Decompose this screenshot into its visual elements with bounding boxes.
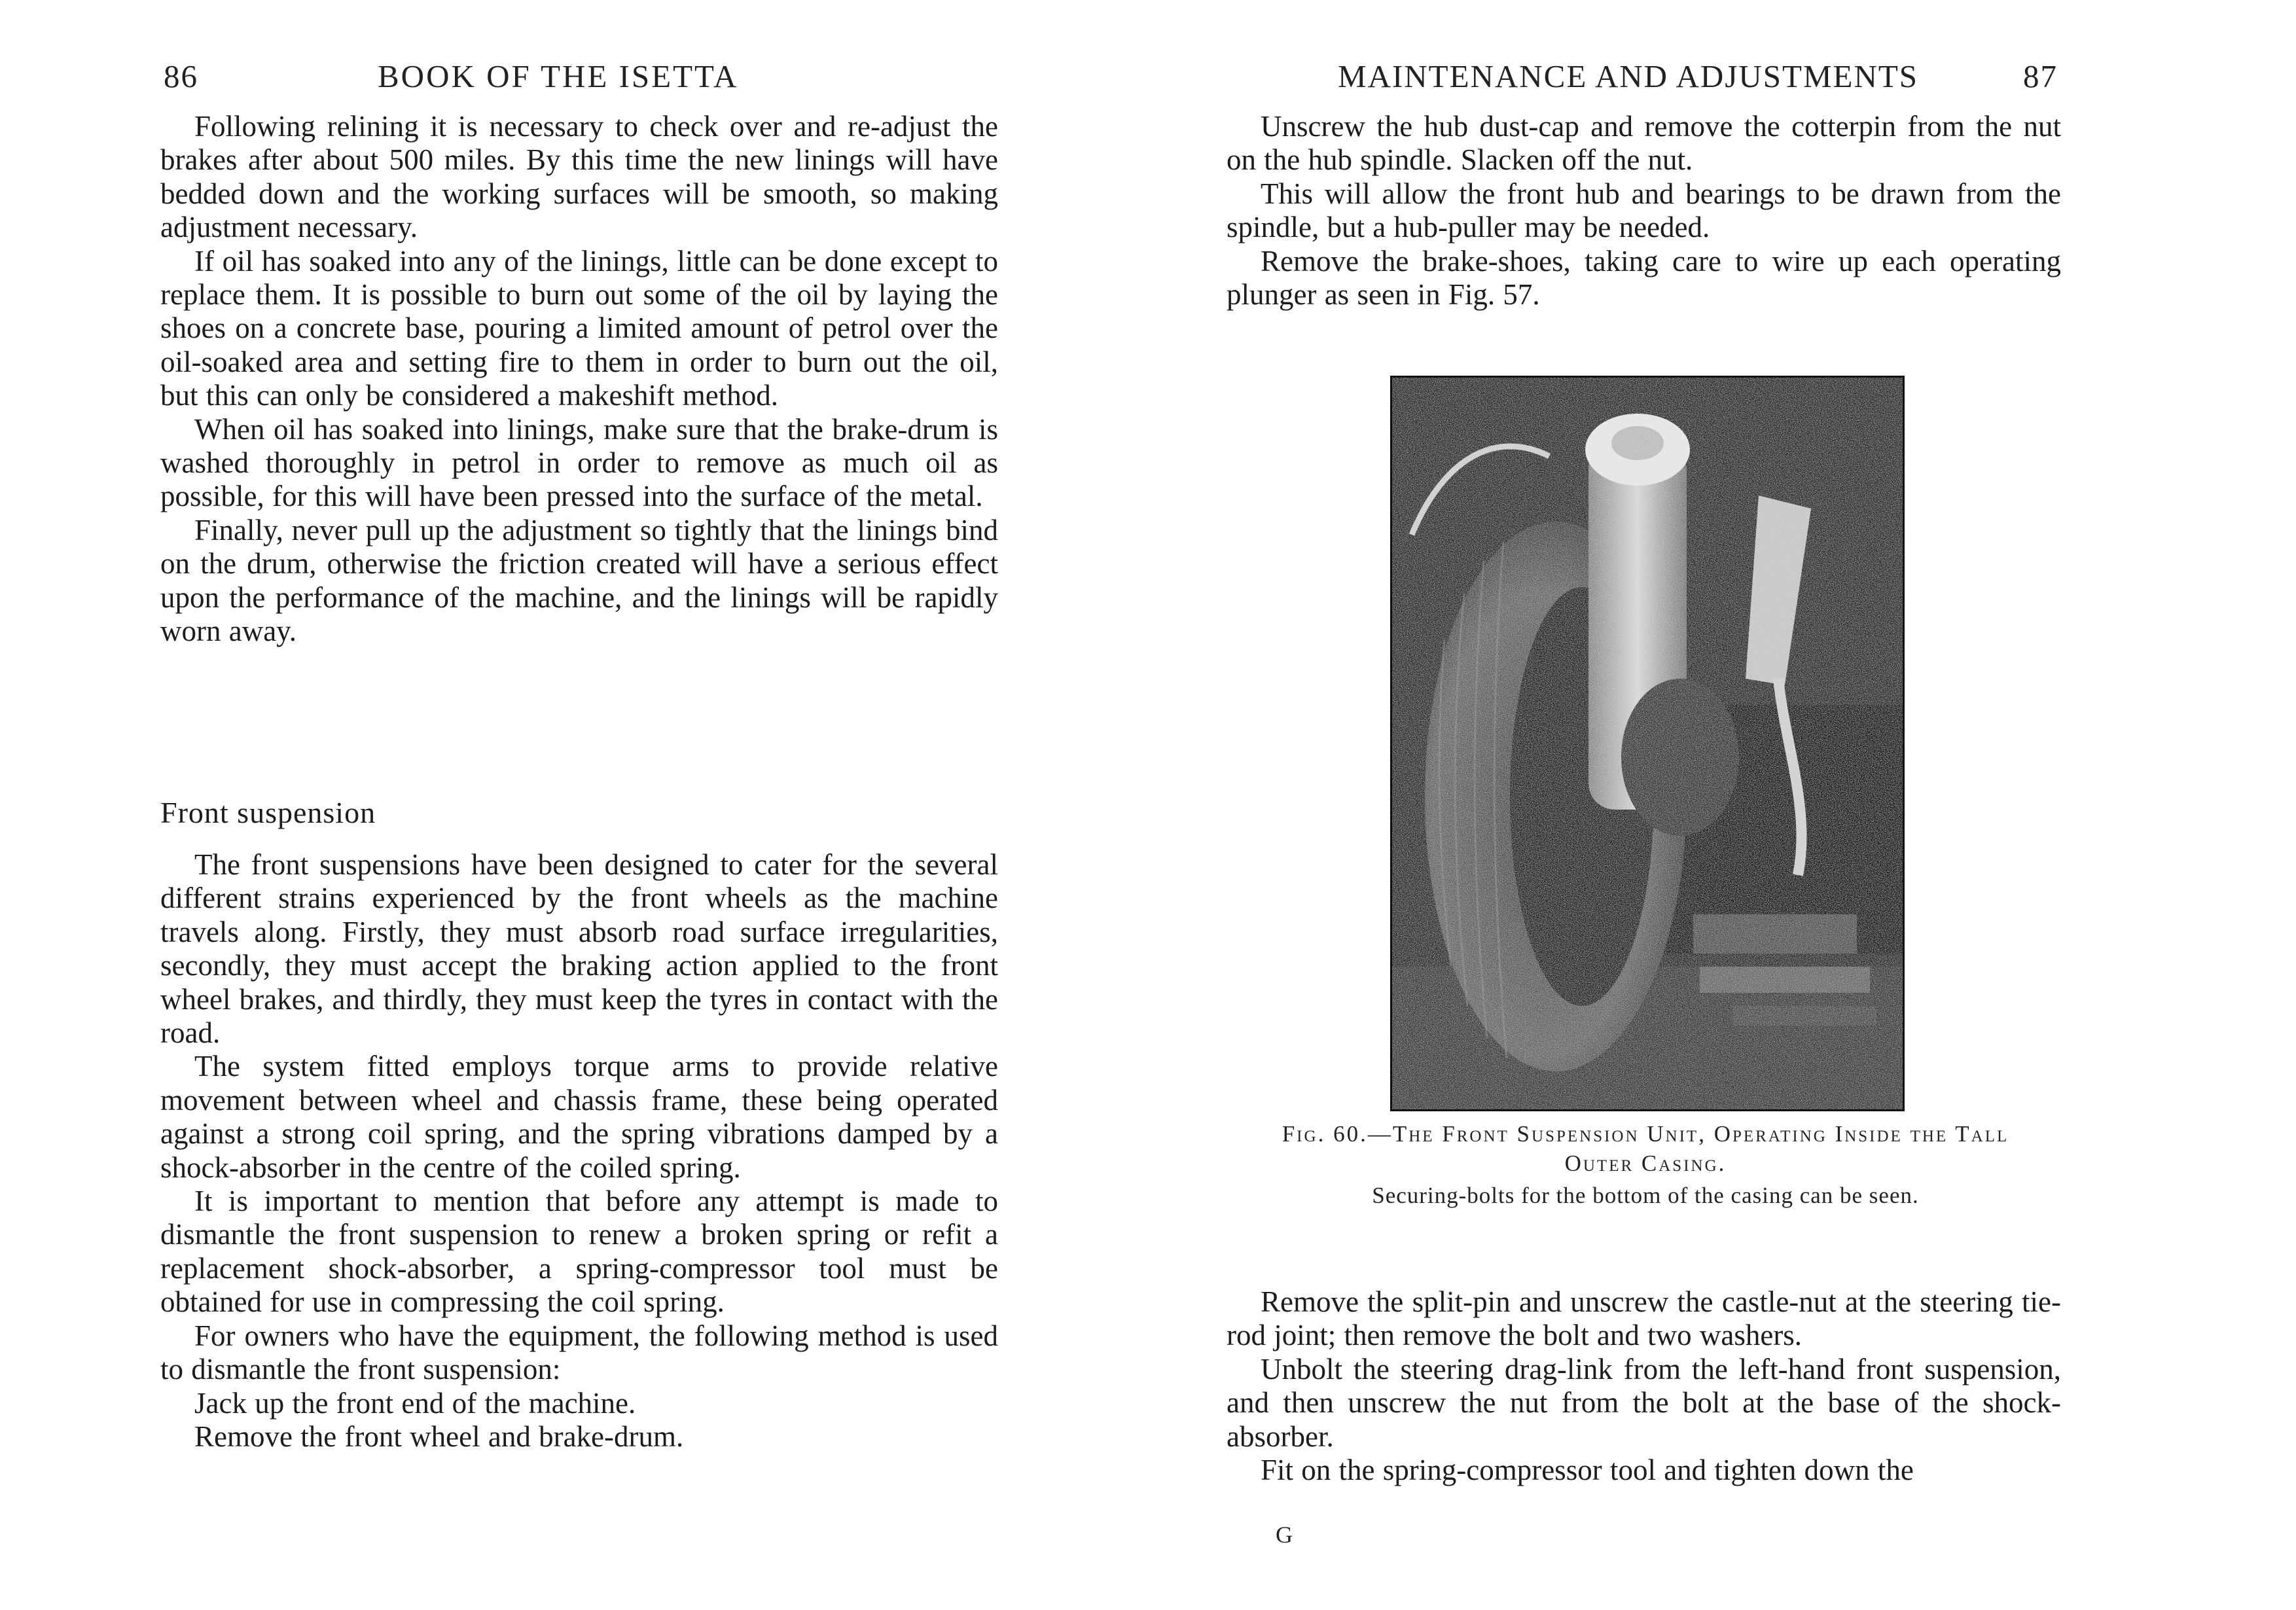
- paragraph: The system fitted employs torque arms to provide relative movement between wheel and chassis frame, these being operated against a strong coil spring, and the spring vibrations damped by a shock-absorber in the centre of the coiled spring.: [160, 1050, 998, 1184]
- body-text-bottom: [160, 848, 998, 1454]
- figure-caption: [1266, 1119, 2025, 1210]
- right-page: [1148, 0, 2296, 1610]
- signature-mark: G: [1276, 1522, 1293, 1548]
- paragraph: For owners who have the equipment, the following method is used to dismantle the front suspension:: [160, 1319, 998, 1386]
- body-text-top: [1227, 110, 2061, 312]
- body-text-bottom: [1227, 1285, 2061, 1487]
- paragraph: Fit on the spring-compressor tool and tighten down the: [1261, 1454, 1914, 1487]
- caption-title: Fig. 60.—The Front Suspension Unit, Operating Inside the Tall Outer Casing.: [1282, 1121, 2009, 1176]
- paragraph: It is important to mention that before any attempt is made to dismantle the front suspension to renew a broken spring or refit a replacement shock-absorber, a spring-compressor tool must be obtained for use in compressing the coil spring.: [160, 1185, 998, 1319]
- paragraph: Unbolt the steering drag-link from the left-hand front suspension, and then unscrew the nut from the bolt at the base of the shock-absorber.: [1227, 1352, 2061, 1453]
- paragraph: The front suspensions have been designed to cater for the several different strains experienced by the front wheels as the machine travels along. Firstly, they must absorb road surface irregularities, secondly, they must accept the braking action applied to the front wheel brakes, and thirdly, they must keep the tyres in contact with the road.: [160, 848, 998, 1050]
- caption-note: Securing-bolts for the bottom of the casing can be seen.: [1372, 1183, 1919, 1208]
- page-number: 87: [2023, 58, 2058, 94]
- paragraph: Unscrew the hub dust-cap and remove the cotterpin from the nut on the hub spindle. Slacken off the nut.: [1227, 110, 2061, 177]
- page-number: 86: [164, 58, 198, 94]
- paragraph: When oil has soaked into linings, make sure that the brake-drum is washed thoroughly in petrol in order to remove as much oil as possible, for this will have been pressed into the surface of the metal.: [160, 412, 998, 513]
- running-title: BOOK OF THE ISETTA: [378, 58, 739, 94]
- paragraph: Finally, never pull up the adjustment so tightly that the linings bind on the drum, otherwise the friction created will have a serious effect upon the performance of the machine, and the linings will be rapidly worn away.: [160, 513, 998, 648]
- section-heading: Front suspension: [160, 796, 376, 829]
- paragraph: This will allow the front hub and bearings to be drawn from the spindle, but a hub-puller may be needed.: [1227, 177, 2061, 244]
- paragraph: Remove the split-pin and unscrew the castle-nut at the steering tie-rod joint; then remove the bolt and two washers.: [1227, 1285, 2061, 1352]
- paragraph: Remove the front wheel and brake-drum.: [194, 1420, 684, 1453]
- figure-photo: [1390, 376, 1905, 1111]
- paragraph: Jack up the front end of the machine.: [194, 1386, 636, 1420]
- running-title: MAINTENANCE AND ADJUSTMENTS: [1338, 58, 1919, 94]
- body-text-top: [160, 110, 998, 649]
- paragraph: Following relining it is necessary to check over and re-adjust the brakes after about 500 miles. By this time the new linings will have bedded down and the working surfaces will be smooth, so making adjustment necessary.: [160, 110, 998, 244]
- suspension-photo-illustration: [1392, 378, 1903, 1109]
- paragraph: If oil has soaked into any of the linings, little can be done except to replace them. It is possible to burn out some of the oil by laying the shoes on a concrete base, pouring a limited amount of petrol over the oil-soaked area and setting fire to them in order to burn out the oil, but this can only be considered a makeshift method.: [160, 244, 998, 412]
- paragraph: Remove the brake-shoes, taking care to wire up each operating plunger as seen in Fig. 57.: [1227, 244, 2061, 312]
